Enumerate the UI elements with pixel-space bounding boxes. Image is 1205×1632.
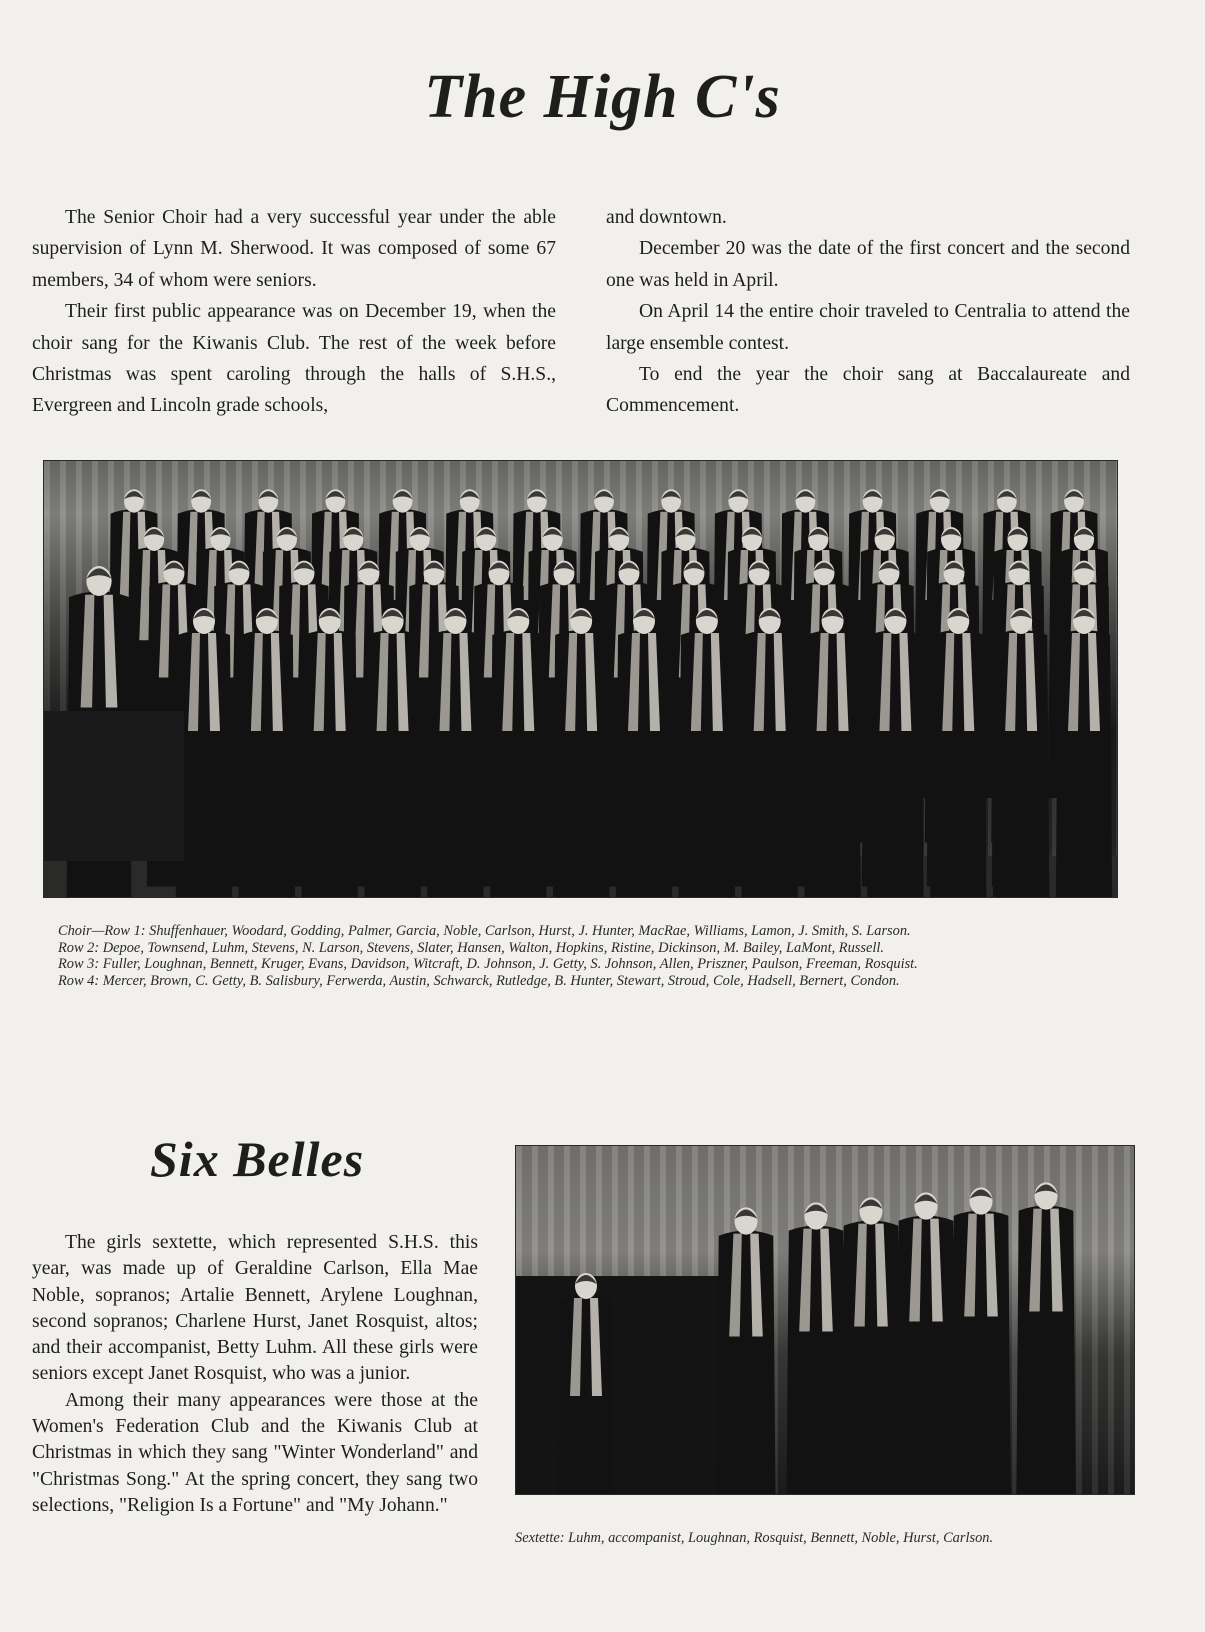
sextette-article <box>32 1230 478 1519</box>
sextette-paragraph: Among their many appearances were those at the Women's Federation Club and the Kiwanis Club at Christmas in which they sang "Winter Wonderland" and "Christmas Song." At the spring concert, they sang two selections, "Religion Is a Fortune" and "My Johann." <box>32 1389 478 1516</box>
piano <box>516 1276 746 1494</box>
choir-caption <box>32 923 1132 989</box>
singer-figure <box>364 608 421 897</box>
choir-caption-row: Row 3: Fuller, Loughnan, Bennett, Kruger, Evans, Davidson, Witcraft, D. Johnson, J. Getty, S. Johnson, Allen, Priszner, Paulson, Freeman, Rosquist. <box>58 956 918 973</box>
sextette-title: Six Belles <box>150 1131 365 1187</box>
choir-caption-row: Choir—Row 1: Shuffenhauer, Woodard, Godding, Palmer, Garcia, Noble, Carlson, Hurst, J. Hunter, MacRae, Williams, Lamon, J. Smith, S. Larson. <box>58 923 911 939</box>
singer-figure <box>867 608 924 897</box>
sextette-caption: Sextette: Luhm, accompanist, Loughnan, Rosquist, Bennett, Noble, Hurst, Carlson. <box>515 1530 994 1546</box>
singer-figure <box>896 1192 956 1494</box>
choir-caption-row: Row 2: Depoe, Townsend, Luhm, Stevens, N. Larson, Stevens, Slater, Hansen, Walton, Hopkins, Ristine, Dickinson, M. Bailey, LaMont, Russell. <box>58 939 884 956</box>
singer-figure <box>490 608 547 897</box>
sextette-paragraph: The girls sextette, which represented S.H.S. this year, was made up of Geraldine Carlson, Ella Mae Noble, sopranos; Artalie Bennett, Arylene Loughnan, second sopranos; Charlene Hurst, Janet Rosquist, altos; and their accompanist, Betty Luhm. All these girls were seniors except Janet Rosquist, who was a junior. <box>32 1232 478 1385</box>
choir-photo <box>43 460 1118 898</box>
singer-figure <box>804 608 861 897</box>
piano <box>44 711 184 861</box>
singer-figure <box>951 1187 1011 1494</box>
singer-figure <box>786 1202 846 1494</box>
choir-paragraph: To end the year the choir sang at Baccalaureate and Commencement. <box>606 364 1130 417</box>
choir-paragraph: Their first public appearance was on December 19, when the choir sang for the Kiwanis Club. The rest of the week before Christmas was spent caroling through the halls of S.H.S., Evergreen and Lincoln grade schools, <box>32 301 556 417</box>
singer-figure <box>427 608 484 897</box>
choir-paragraph-continuation: and downtown. <box>606 207 727 228</box>
singer-figure <box>1016 1182 1076 1494</box>
singer-figure <box>238 608 295 897</box>
singer-figure <box>993 608 1050 897</box>
choir-caption-row: Row 4: Mercer, Brown, C. Getty, B. Salisbury, Ferwerda, Austin, Schwarck, Rutledge, B. Hunter, Stewart, Stroud, Cole, Hadsell, Bernert, Condon. <box>58 972 900 989</box>
singer-figure <box>841 1197 901 1494</box>
choir-figures <box>44 461 1117 897</box>
page-title: The High C's <box>424 63 781 131</box>
choir-paragraph: December 20 was the date of the first concert and the second one was held in April. <box>606 238 1130 291</box>
singer-figure <box>1055 608 1112 897</box>
choir-article-right-column <box>606 202 1130 422</box>
singer-figure <box>716 1207 776 1494</box>
singer-figure <box>678 608 735 897</box>
sextette-photo <box>515 1145 1135 1495</box>
singer-figure <box>553 608 610 897</box>
choir-paragraph: On April 14 the entire choir traveled to Centralia to attend the large ensemble contest. <box>606 301 1130 354</box>
choir-article-left-column <box>32 202 556 422</box>
sextette-figures <box>516 1146 1134 1494</box>
singer-figure <box>930 608 987 897</box>
singer-figure <box>615 608 672 897</box>
singer-figure <box>557 1273 614 1494</box>
choir-paragraph: The Senior Choir had a very successful year under the able supervision of Lynn M. Sherwood. It was composed of some 67 members, 34 of whom were seniors. <box>32 207 556 291</box>
singer-figure <box>301 608 358 897</box>
singer-figure <box>741 608 798 897</box>
